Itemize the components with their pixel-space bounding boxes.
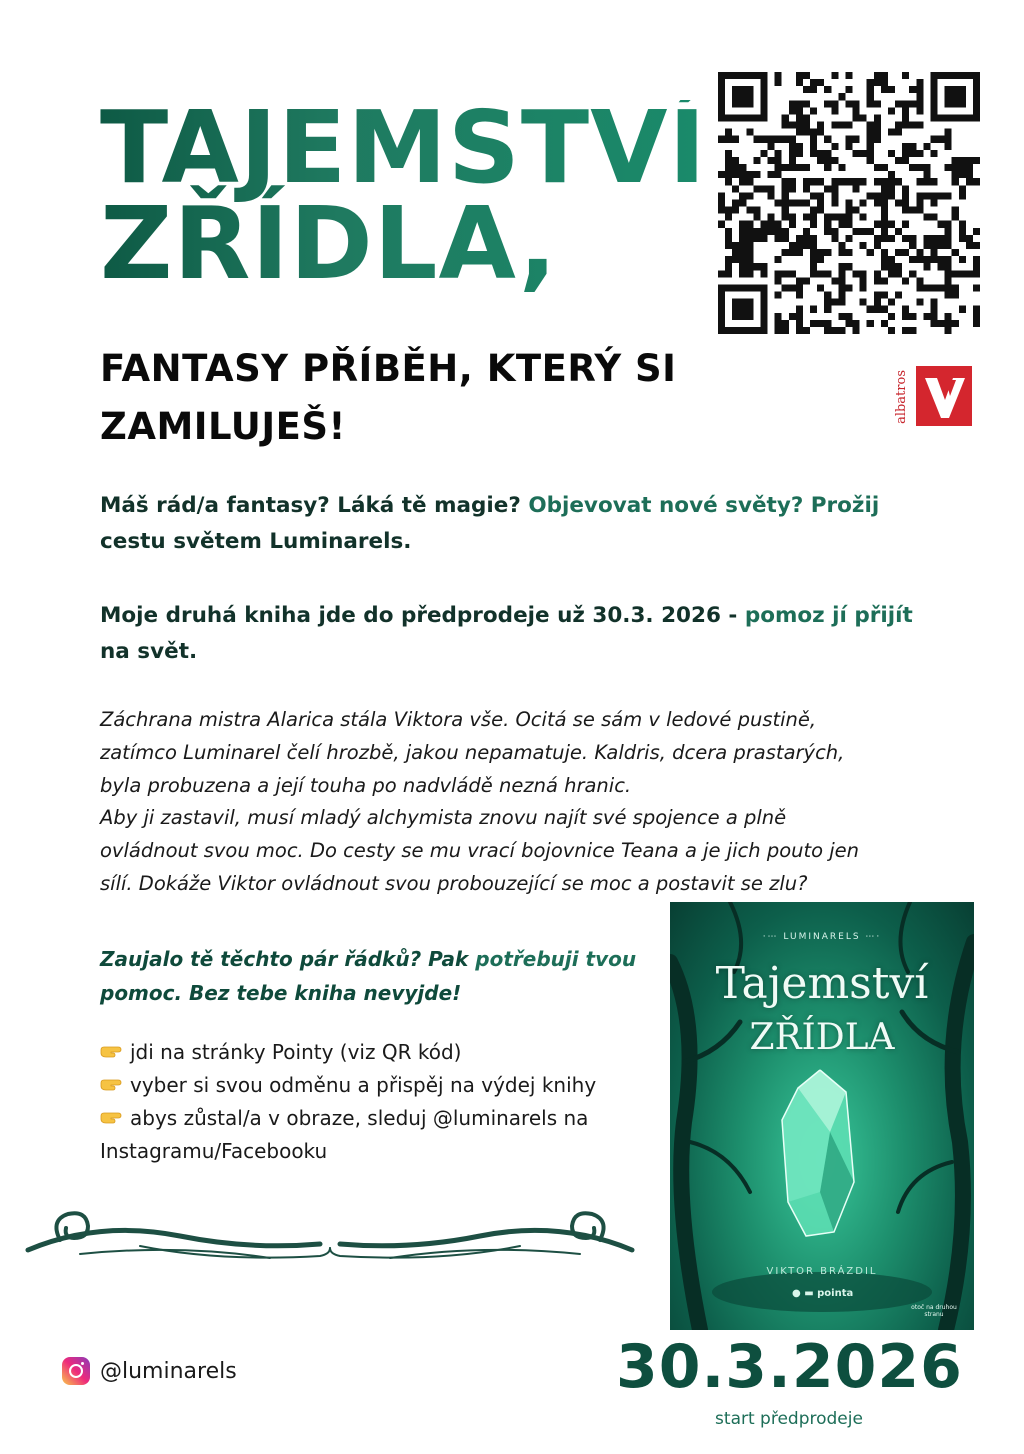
appeal-part2: potřebuji tvou xyxy=(475,947,637,971)
book-title-line2: ZŘÍDLA, xyxy=(100,185,558,302)
cover-series: ·⋯ LUMINARELS ⋯· xyxy=(762,932,882,942)
release-date: 30.3.2026 xyxy=(616,1332,963,1402)
flourish-divider xyxy=(20,1200,640,1270)
book-title-line1: TAJEMSTVÍ xyxy=(100,89,707,206)
appeal-part1: Zaujalo tě těchto pár řádků? Pak xyxy=(100,947,476,971)
synopsis-line: byla probuzena a její touha po nadvládě nezná hranic. xyxy=(100,773,632,797)
presale-paragraph xyxy=(100,598,920,670)
instagram-icon xyxy=(62,1357,90,1385)
presale-part2: pomoz jí přijít xyxy=(744,603,913,628)
pointing-hand-icon xyxy=(100,1110,126,1126)
intro-part3: cestu světem Luminarels. xyxy=(100,529,412,554)
book-synopsis xyxy=(100,704,940,901)
step-text: jdi na stránky Pointy (viz QR kód) xyxy=(130,1040,462,1064)
support-appeal xyxy=(100,942,660,1010)
cover-publisher: ● ▬ pointa xyxy=(792,1288,854,1299)
synopsis-line: ovládnout svou moc. Do cesty se mu vrací bojovnice Teana a je jich pouto jen xyxy=(100,839,860,863)
appeal-part3: pomoc. Bez tebe kniha nevyjde! xyxy=(100,981,462,1005)
qr-code-icon[interactable] xyxy=(718,72,980,334)
synopsis-line: Záchrana mistra Alarica stála Viktora vše. Ocitá se sám v ledové pustině, xyxy=(100,708,817,731)
synopsis-line: zatímco Luminarel čelí hrozbě, jakou nepamatuje. Kaldris, dcera prastarých, xyxy=(100,740,845,764)
albatros-logo xyxy=(896,364,976,428)
book-title xyxy=(100,89,707,302)
intro-part2: Objevovat nové světy? Prožij xyxy=(528,493,880,518)
cover-title-line1: Tajemství xyxy=(715,958,929,1009)
pointing-hand-icon xyxy=(100,1044,126,1060)
step-item xyxy=(100,1069,660,1102)
synopsis-line: Aby ji zastavil, musí mladý alchymista znovu najít své spojence a plně xyxy=(100,806,787,830)
presale-part1: Moje druhá kniha jde do předprodeje už 30.3. 2026 - xyxy=(100,603,745,628)
step-item xyxy=(100,1102,660,1168)
tagline-line2: ZAMILUJEŠ! xyxy=(100,405,346,448)
step-item xyxy=(100,1036,660,1069)
step-text: abys zůstal/a v obraze, sleduj @luminarels na xyxy=(130,1106,589,1130)
release-label: start předprodeje xyxy=(715,1409,863,1429)
intro-paragraph xyxy=(100,488,920,560)
tagline-line1: FANTASY PŘÍBĚH, KTERÝ SI xyxy=(100,347,677,390)
tagline xyxy=(100,340,780,456)
crystal-icon xyxy=(782,1070,854,1236)
pointing-hand-icon xyxy=(100,1077,126,1093)
step-text-continuation: Instagramu/Facebooku xyxy=(100,1139,328,1163)
book-cover xyxy=(670,902,974,1330)
albatros-v-icon xyxy=(916,366,972,426)
cover-author: VIKTOR BRÁZDIL xyxy=(766,1266,878,1277)
albatros-wordmark: albatros xyxy=(894,370,909,424)
step-text: vyber si svou odměnu a přispěj na výdej knihy xyxy=(130,1073,597,1097)
intro-part1: Máš rád/a fantasy? Láká tě magie? xyxy=(100,493,529,518)
presale-part3: na svět. xyxy=(100,639,198,664)
cover-flip-note: otoč na druhou stranu xyxy=(911,1304,957,1318)
support-steps xyxy=(100,1036,660,1168)
instagram-handle: @luminarels xyxy=(100,1359,237,1384)
synopsis-line: sílí. Dokáže Viktor ovládnout svou probouzející se moc a postavit se zlu? xyxy=(100,871,808,895)
cover-title-line2: ZŘÍDLA xyxy=(749,1017,895,1058)
